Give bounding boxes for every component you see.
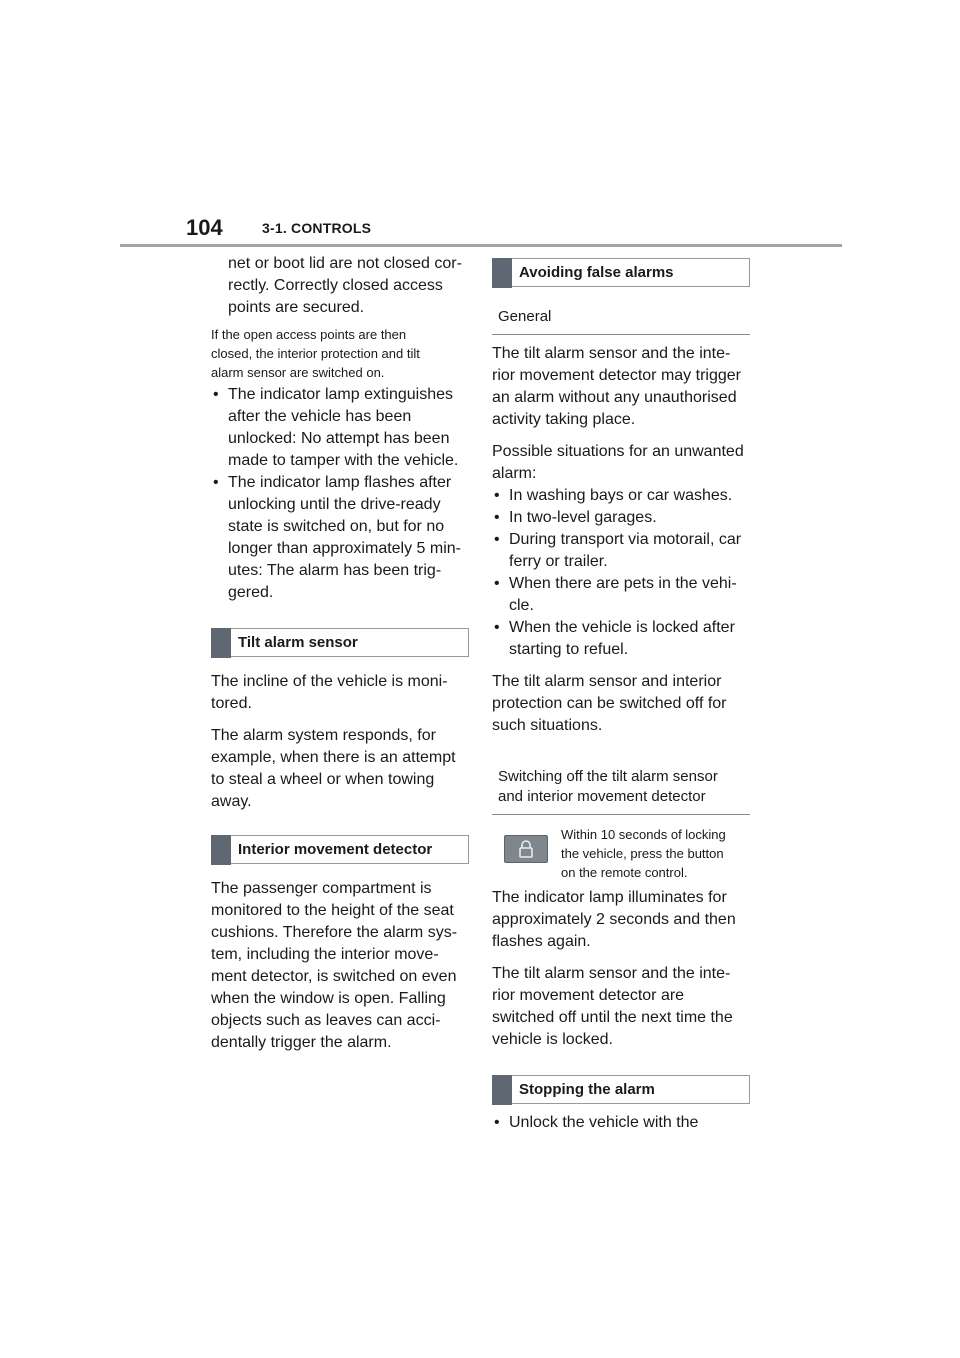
text-line: closed, the interior protection and tilt bbox=[211, 346, 420, 361]
text-line: on the remote control. bbox=[561, 865, 688, 880]
interior-detector-para bbox=[211, 878, 469, 1054]
text-line: unlocked: No attempt has been bbox=[228, 430, 450, 447]
list-item bbox=[492, 485, 750, 507]
text-line: rior movement detector may trigger bbox=[492, 367, 741, 384]
text-line: The tilt alarm sensor and interior bbox=[492, 673, 722, 690]
heading-bar bbox=[492, 258, 512, 288]
list-item bbox=[211, 472, 469, 604]
text-line: cushions. Therefore the alarm sys- bbox=[211, 924, 458, 941]
text-line: If the open access points are then bbox=[211, 327, 407, 342]
interior-detector-heading-box bbox=[211, 835, 469, 864]
text-line: During transport via motorail, car bbox=[509, 531, 742, 548]
text-line: The alarm system responds, for bbox=[211, 727, 436, 744]
text-line: points are secured. bbox=[228, 299, 365, 316]
tilt-alarm-heading-box bbox=[211, 628, 469, 657]
lock-icon bbox=[504, 835, 548, 863]
false-alarm-para-1 bbox=[492, 343, 750, 431]
switch-off-subheading bbox=[492, 767, 750, 815]
unwanted-alarm-bullets bbox=[492, 485, 750, 661]
text-line: rior movement detector are bbox=[492, 987, 685, 1004]
text-line: The passenger compartment is bbox=[211, 880, 432, 897]
text-line: The incline of the vehicle is moni- bbox=[211, 673, 448, 690]
text-line: alarm sensor are switched on. bbox=[211, 365, 385, 380]
text-line: away. bbox=[211, 793, 252, 810]
text-line: Possible situations for an unwanted bbox=[492, 443, 744, 460]
text-line: Within 10 seconds of locking bbox=[561, 827, 726, 842]
icon-note-row bbox=[492, 825, 750, 881]
text-line: such situations. bbox=[492, 717, 603, 734]
text-line: cle. bbox=[509, 597, 534, 614]
text-line: tored. bbox=[211, 695, 252, 712]
text-line: longer than approximately 5 min- bbox=[228, 540, 462, 557]
list-item bbox=[492, 529, 750, 573]
tilt-alarm-heading: Tilt alarm sensor bbox=[238, 634, 358, 651]
continued-paragraph bbox=[211, 253, 469, 319]
text-line: protection can be switched off for bbox=[492, 695, 727, 712]
tilt-para-1 bbox=[211, 671, 469, 715]
text-line: after the vehicle has been bbox=[228, 408, 412, 425]
page-number: 104 bbox=[186, 215, 223, 240]
general-subheading: General bbox=[492, 307, 750, 335]
text-line: rectly. Correctly closed access bbox=[228, 277, 443, 294]
text-line: gered. bbox=[228, 584, 274, 601]
text-line: In washing bays or car washes. bbox=[509, 487, 733, 504]
text-line: example, when there is an attempt bbox=[211, 749, 456, 766]
text-line: approximately 2 seconds and then bbox=[492, 911, 736, 928]
list-item bbox=[492, 617, 750, 661]
text-line: unlocking until the drive-ready bbox=[228, 496, 441, 513]
text-line: switched off until the next time the bbox=[492, 1009, 733, 1026]
false-alarms-heading-box bbox=[492, 258, 750, 287]
section-title: 3-1. CONTROLS bbox=[262, 220, 372, 236]
heading-bar bbox=[211, 835, 231, 865]
header-divider bbox=[120, 244, 842, 247]
text-line: tem, including the interior move- bbox=[211, 946, 439, 963]
list-item bbox=[492, 507, 750, 529]
text-line: starting to refuel. bbox=[509, 641, 629, 658]
list-item: • Unlock the vehicle with the bbox=[492, 1112, 750, 1134]
false-alarm-para-3 bbox=[492, 671, 750, 737]
heading-bar bbox=[492, 1075, 512, 1105]
text-line: flashes again. bbox=[492, 933, 591, 950]
text-line: The tilt alarm sensor and the inte- bbox=[492, 965, 731, 982]
switch-off-para-1 bbox=[492, 887, 750, 953]
text-line: In two-level garages. bbox=[509, 509, 657, 526]
text-line: Switching off the tilt alarm sensor bbox=[498, 768, 718, 785]
indicator-lamp-bullets bbox=[211, 384, 469, 604]
text-line: alarm: bbox=[492, 465, 537, 482]
text-line: The indicator lamp extinguishes bbox=[228, 386, 454, 403]
text-line: ment detector, is switched on even bbox=[211, 968, 457, 985]
heading-bar bbox=[211, 628, 231, 658]
text-line: objects such as leaves can acci- bbox=[211, 1012, 441, 1029]
text-line: utes: The alarm has been trig- bbox=[228, 562, 442, 579]
text-line: made to tamper with the vehicle. bbox=[228, 452, 459, 469]
text-line: state is switched on, but for no bbox=[228, 518, 445, 535]
text-line: net or boot lid are not closed cor- bbox=[228, 255, 462, 272]
false-alarm-para-2 bbox=[492, 441, 750, 485]
left-column bbox=[211, 253, 469, 1064]
lock-icon-glyph bbox=[505, 836, 547, 862]
stopping-alarm-heading: Stopping the alarm bbox=[519, 1081, 655, 1098]
stopping-alarm-bullets bbox=[492, 1112, 750, 1134]
access-points-note bbox=[211, 325, 469, 382]
list-item bbox=[211, 384, 469, 472]
false-alarms-heading: Avoiding false alarms bbox=[519, 264, 674, 281]
text-line: When there are pets in the vehi- bbox=[509, 575, 737, 592]
switch-off-para-2 bbox=[492, 963, 750, 1051]
tilt-para-2 bbox=[211, 725, 469, 813]
text-line: dentally trigger the alarm. bbox=[211, 1034, 392, 1051]
text-line: the vehicle, press the button bbox=[561, 846, 724, 861]
text-line: When the vehicle is locked after bbox=[509, 619, 735, 636]
text-line: The indicator lamp illuminates for bbox=[492, 889, 727, 906]
stopping-alarm-heading-box bbox=[492, 1075, 750, 1104]
text-line: when the window is open. Falling bbox=[211, 990, 446, 1007]
text-line: an alarm without any unauthorised bbox=[492, 389, 737, 406]
text-line: monitored to the height of the seat bbox=[211, 902, 454, 919]
text-line: ferry or trailer. bbox=[509, 553, 608, 570]
right-column bbox=[492, 258, 750, 1144]
text-line: to steal a wheel or when towing bbox=[211, 771, 435, 788]
text-line: activity taking place. bbox=[492, 411, 636, 428]
text-line: and interior movement detector bbox=[498, 788, 706, 805]
icon-note bbox=[561, 825, 751, 882]
text-line: vehicle is locked. bbox=[492, 1031, 613, 1048]
text-line: The indicator lamp flashes after bbox=[228, 474, 452, 491]
interior-detector-heading: Interior movement detector bbox=[238, 841, 433, 858]
list-item bbox=[492, 573, 750, 617]
text-line: The tilt alarm sensor and the inte- bbox=[492, 345, 731, 362]
